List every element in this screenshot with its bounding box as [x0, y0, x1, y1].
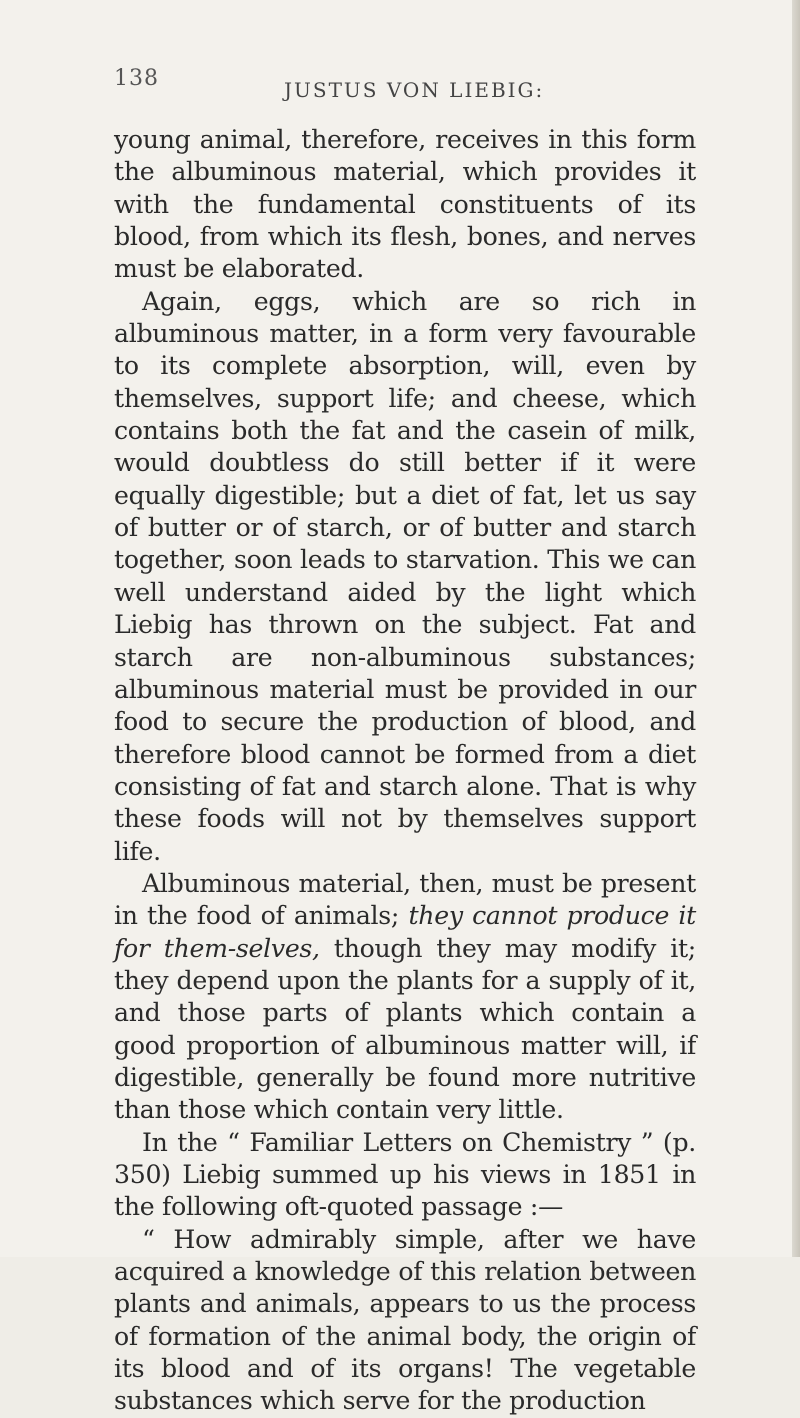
paragraph-1: young animal, therefore, receives in this form the albuminous material, which provides it with the fundamental constituents of its blood, from which its flesh, bones, and nerves must be elaborated.: [114, 125, 696, 284]
paragraph-2: Again, eggs, which are so rich in albuminous matter, in a form very favourable to its complete absorption, will, even by themselves, support life; and cheese, which contains both the fat and the casein of milk, would doubtless do still better if it were equally digestible; but a diet of fat, let us say of butter or of starch, or of butter and starch together, soon leads to starvation. This we can well understand aided by the light which Liebig has thrown on the subject. Fat and starch are non-albuminous substances; albuminous material must be provided in our food to secure the production of blood, and therefore blood cannot be formed from a diet consisting of fat and starch alone. That is why these foods will not by themselves support life.: [114, 286, 696, 866]
page-header: [114, 66, 694, 106]
paragraph-5-quote: “ How admirably simple, after we have acquired a knowledge of this relation between plants and animals, appears to us the process of formation of the animal body, the origin of its blood and of its organs! The vegetable substances which serve for the production: [114, 1224, 696, 1416]
body-text: [114, 124, 696, 1418]
paragraph-3: [114, 868, 696, 1127]
page-number: 138: [114, 66, 159, 91]
paragraph-3-start: Albuminous material, then, must be present in the food of animals;: [114, 868, 696, 931]
page-edge: [792, 0, 800, 1257]
running-head: JUSTUS VON LIEBIG:: [284, 78, 545, 102]
paragraph-4: In the “ Familiar Letters on Chemistry ” (p. 350) Liebig summed up his views in 1851 in the following oft-quoted passage :—: [114, 1127, 696, 1222]
paragraph-3-italic: they cannot produce it for them-selves,: [114, 901, 696, 963]
paragraph-3-end: though they may modify it; they depend upon the plants for a supply of it, and those parts of plants which contain a good proportion of albuminous matter will, if digestible, generally be found more nutritive than those which contain very little.: [114, 933, 696, 1125]
